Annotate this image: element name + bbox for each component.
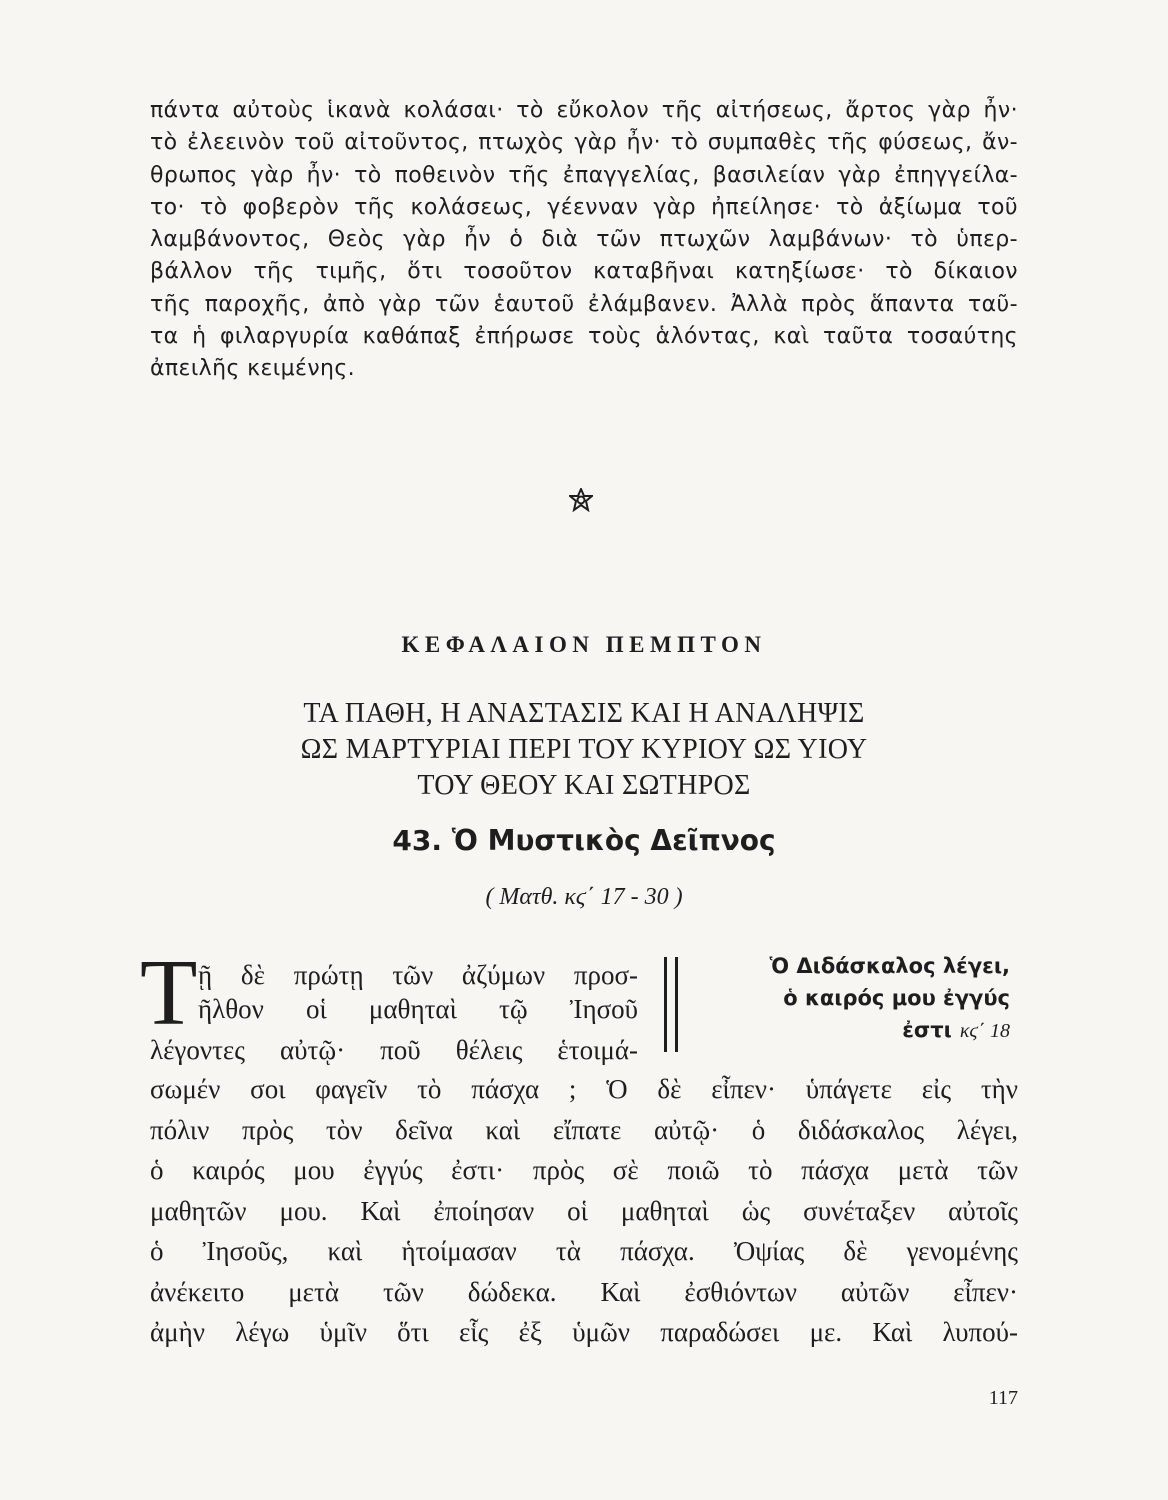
margin-note-line: ὁ καιρός μου ἐγγύς: [783, 986, 1010, 1010]
divider-rule: [675, 957, 678, 1052]
body-line: λέγοντες αὐτῷ· ποῦ θέλεις ἑτοιμά-: [150, 1035, 638, 1065]
section-heading: 43. Ὁ Μυστικὸς Δεῖπνος: [392, 824, 776, 857]
chapter-title-line: ΤΑ ΠΑΘΗ, Η ΑΝΑΣΤΑΣΙΣ ΚΑΙ Η ΑΝΑΛΗΨΙΣ: [303, 698, 865, 729]
ornament-icon: [569, 488, 593, 512]
text-line: το· τὸ φοβερὸν τῆς κολάσεως, γέενναν γὰρ ἠπείλησε· τὸ ἀξίωμα τοῦ: [150, 194, 1018, 220]
body-line: σωμέν σοι φαγεῖν τὸ πάσχα ; Ὁ δὲ εἶπεν· ὑπάγετε εἰς τὴν: [150, 1074, 1018, 1104]
chapter-label: ΚΕΦΑΛΑΙΟΝ ΠΕΜΠΤΟΝ: [401, 632, 767, 657]
margin-note-text: ἐστι: [902, 1018, 952, 1042]
drop-cap: Τ: [140, 941, 198, 1045]
text-line: λαμβάνοντος, Θεὸς γὰρ ἦν ὁ διὰ τῶν πτωχῶν λαμβάνων· τὸ ὑπερ-: [150, 227, 1018, 253]
body-line: μαθητῶν μου. Καὶ ἐποίησαν οἱ μαθηταὶ ὡς συνέταξεν αὐτοῖς: [150, 1196, 1018, 1226]
top-paragraph: [150, 95, 1018, 386]
margin-note-line: Ὁ Διδάσκαλος λέγει,: [769, 954, 1010, 978]
body-line: ὁ καιρός μου ἐγγύς ἐστι· πρὸς σὲ ποιῶ τὸ πάσχα μετὰ τῶν: [150, 1155, 1018, 1185]
margin-note-line: [700, 1014, 1010, 1047]
text-line: τῆς παροχῆς, ἀπὸ γὰρ τῶν ἑαυτοῦ ἐλάμβανεν. Ἀλλὰ πρὸς ἅπαντα ταῦ-: [150, 291, 1018, 317]
body-line: πόλιν πρὸς τὸν δεῖνα καὶ εἴπατε αὐτῷ· ὁ διδάσκαλος λέγει,: [150, 1115, 1018, 1145]
body-line: ῆλθον οἱ μαθηταὶ τῷ Ἰησοῦ: [198, 994, 638, 1024]
page-number: 117: [988, 1387, 1018, 1409]
section-reference: ( Ματθ. κϛ΄ 17 - 30 ): [485, 884, 683, 910]
body-line: ἀμὴν λέγω ὑμῖν ὅτι εἷς ἐξ ὑμῶν παραδώσει με. Καὶ λυπού-: [150, 1317, 1018, 1347]
text-line: θρωπος γὰρ ἦν· τὸ ποθεινὸν τῆς ἐπαγγελίας, βασιλείαν γὰρ ἐπηγγείλα-: [150, 162, 1018, 188]
body-line: ἀνέκειτο μετὰ τῶν δώδεκα. Καὶ ἐσθιόντων αὐτῶν εἶπεν·: [150, 1277, 1018, 1307]
body-line: ῇ δὲ πρώτῃ τῶν ἀζύμων προσ-: [198, 960, 638, 990]
chapter-title-line: ΩΣ ΜΑΡΤΥΡΙΑΙ ΠΕΡΙ ΤΟΥ ΚΥΡΙΟΥ ΩΣ ΥΙΟΥ: [300, 734, 868, 765]
text-line: βάλλον τῆς τιμῆς, ὅτι τοσοῦτον καταβῆναι κατηξίωσε· τὸ δίκαιον: [150, 259, 1018, 285]
text-line: τὸ ἐλεεινὸν τοῦ αἰτοῦντος, πτωχὸς γὰρ ἦν· τὸ συμπαθὲς τῆς φύσεως, ἄν-: [150, 130, 1018, 156]
divider-rule: [664, 957, 667, 1052]
text-line: τα ἡ φιλαργυρία καθάπαξ ἐπήρωσε τοὺς ἁλόντας, καὶ ταῦτα τοσαύτης: [150, 324, 1018, 350]
text-line: ἀπειλῆς κειμένης.: [150, 356, 356, 382]
body-line: ὁ Ἰησοῦς, καὶ ἡτοίμασαν τὰ πάσχα. Ὀψίας δὲ γενομένης: [150, 1236, 1018, 1266]
text-line: πάντα αὐτοὺς ἱκανὰ κολάσαι· τὸ εὔκολον τῆς αἰτήσεως, ἄρτος γὰρ ἦν·: [150, 98, 1018, 123]
margin-note: [700, 950, 1010, 1047]
chapter-title: [0, 696, 1168, 804]
chapter-title-line: ΤΟΥ ΘΕΟΥ ΚΑΙ ΣΩΤΗΡΟΣ: [417, 770, 751, 801]
margin-note-reference: κϛ΄ 18: [959, 1020, 1010, 1042]
